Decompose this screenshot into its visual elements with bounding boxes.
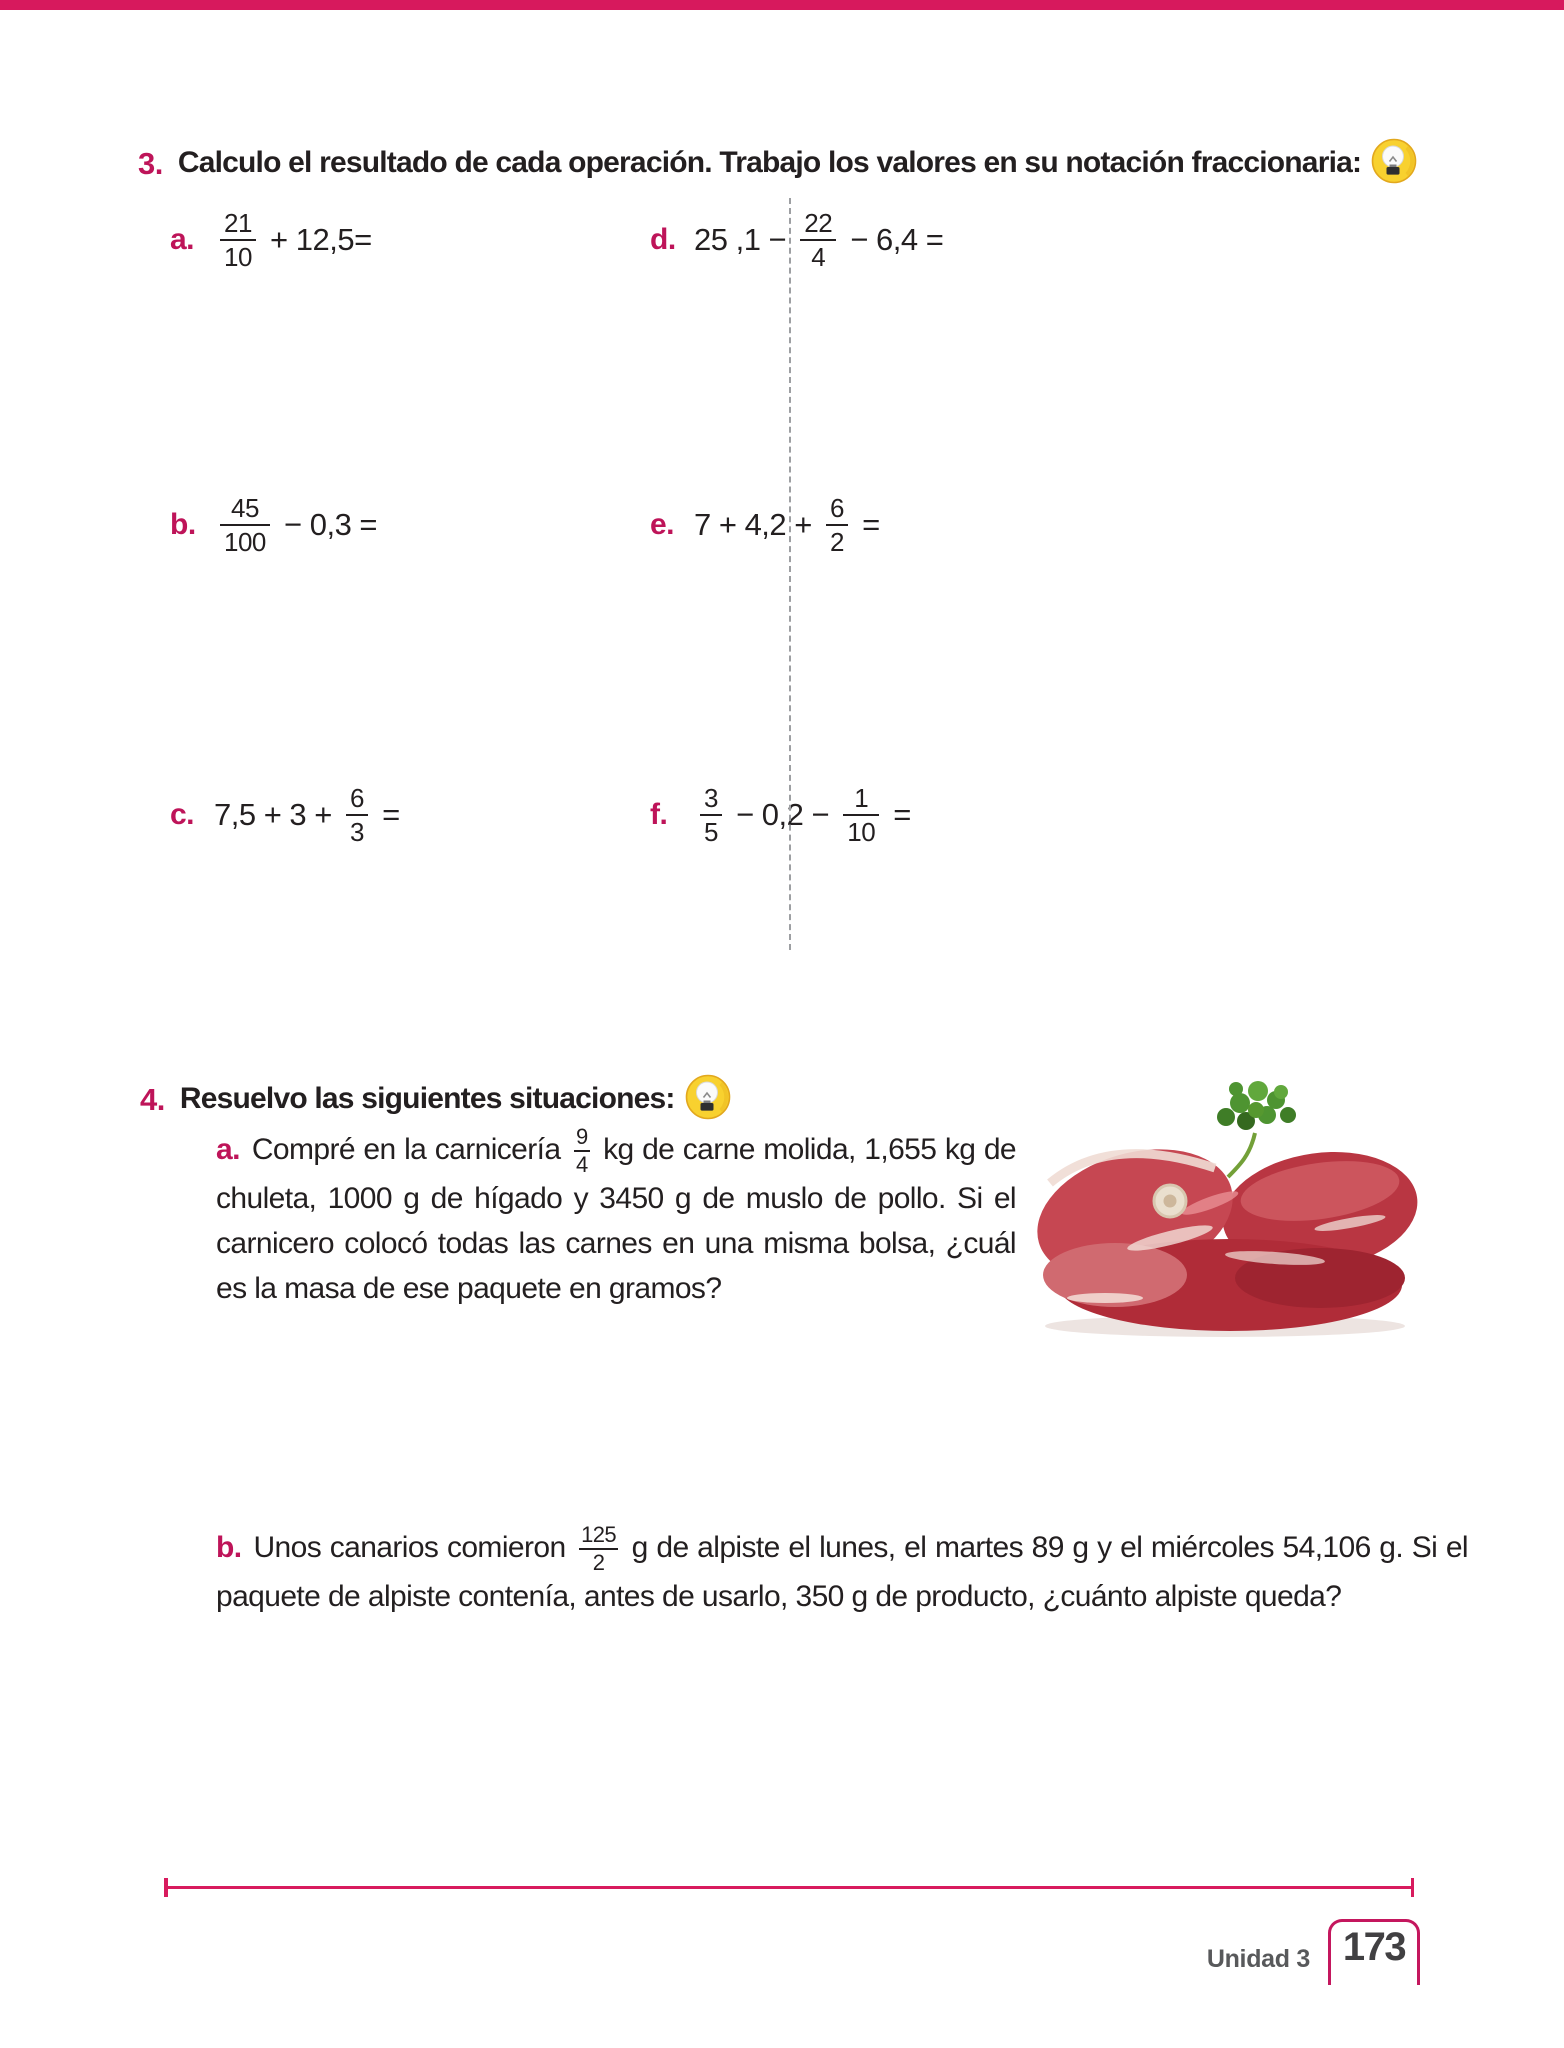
top-accent-bar bbox=[0, 0, 1564, 10]
exercise4-number: 4. bbox=[140, 1082, 165, 1117]
math-expression: 7,5 + 3 + $\frac{6}{3}$ = bbox=[214, 783, 400, 847]
math-item-a bbox=[170, 205, 372, 275]
item-label: b. bbox=[216, 1530, 242, 1564]
fraction: $\frac{3}{5}$ bbox=[700, 785, 722, 845]
word-problem-a: a. Compré en la carnicería $\frac{9}{4}$ kg de carne molida, 1,655 kg de chuleta, 1000 g de hígado y 3450 g de muslo de pollo. Si el carnicero colocó todas las carnes en una misma bolsa, ¿cuál es la masa de ese paquete en gramos? bbox=[216, 1124, 1016, 1305]
item-label: e. bbox=[650, 508, 675, 541]
fraction: $\frac{22}{4}$ bbox=[800, 210, 836, 270]
item-label: d. bbox=[650, 223, 676, 256]
raw-meat-photo bbox=[1020, 1063, 1430, 1343]
item-label: c. bbox=[170, 798, 195, 831]
math-expression: $\frac{3}{5}$ − 0,2 − $\frac{1}{10}$ = bbox=[694, 785, 911, 845]
math-expression: $\frac{45}{100}$ − 0,3 = bbox=[214, 495, 377, 555]
page-number-box bbox=[1328, 1919, 1420, 1985]
item-label: f. bbox=[650, 798, 668, 831]
footer-rule bbox=[164, 1886, 1414, 1889]
math-expression: $\frac{21}{10}$ + 12,5= bbox=[214, 210, 372, 270]
fraction: $\frac{6}{3}$ bbox=[346, 785, 368, 845]
item-label: a. bbox=[216, 1132, 240, 1166]
column-divider bbox=[789, 198, 791, 950]
fraction: $\frac{125}{2}$ bbox=[581, 1522, 617, 1575]
lightbulb-icon bbox=[1371, 138, 1417, 184]
math-expression: 25 ,1 − $\frac{22}{4}$ − 6,4 = bbox=[694, 208, 944, 272]
fraction: $\frac{1}{10}$ bbox=[843, 785, 879, 845]
fraction: $\frac{45}{100}$ bbox=[220, 495, 270, 555]
fraction: $\frac{21}{10}$ bbox=[220, 210, 256, 270]
item-label: b. bbox=[170, 508, 196, 541]
lightbulb-icon bbox=[685, 1074, 731, 1120]
fraction: $\frac{6}{2}$ bbox=[826, 495, 848, 555]
math-expression: 7 + 4,2 + $\frac{6}{2}$ = bbox=[694, 493, 880, 557]
item-label: a. bbox=[170, 223, 195, 256]
exercise4-heading bbox=[140, 1082, 731, 1120]
rule-right-tick bbox=[1411, 1878, 1415, 1897]
page-number: 173 bbox=[1342, 1925, 1406, 1969]
parsley-leaves bbox=[1217, 1081, 1296, 1130]
exercise3-title: Calculo el resultado de cada operación. Trabajo los valores en su notación fraccionaria: bbox=[177, 146, 1362, 179]
word-problem-b: b. Unos canarios comieron $\frac{125}{2}$ g de alpiste el lunes, el martes 89 g y el miércoles 54,106 g. Si el paquete de alpiste contenía, antes de usarlo, 350 g de producto, ¿cuánto alpiste queda? bbox=[216, 1522, 1468, 1613]
math-item-c bbox=[170, 780, 400, 850]
math-item-e bbox=[650, 490, 880, 560]
unit-label: Unidad 3 bbox=[1206, 1945, 1310, 1973]
rule-left-tick bbox=[164, 1878, 168, 1897]
math-item-d bbox=[650, 205, 943, 275]
math-item-f bbox=[650, 780, 911, 850]
exercise3-heading bbox=[138, 146, 1417, 184]
parsley-stem bbox=[1228, 1133, 1255, 1177]
math-item-b bbox=[170, 490, 377, 560]
fraction: $\frac{9}{4}$ bbox=[575, 1124, 588, 1177]
exercise4-title: Resuelvo las siguientes situaciones: bbox=[179, 1082, 675, 1115]
exercise3-number: 3. bbox=[138, 146, 163, 181]
meat-pieces bbox=[1022, 1128, 1425, 1331]
